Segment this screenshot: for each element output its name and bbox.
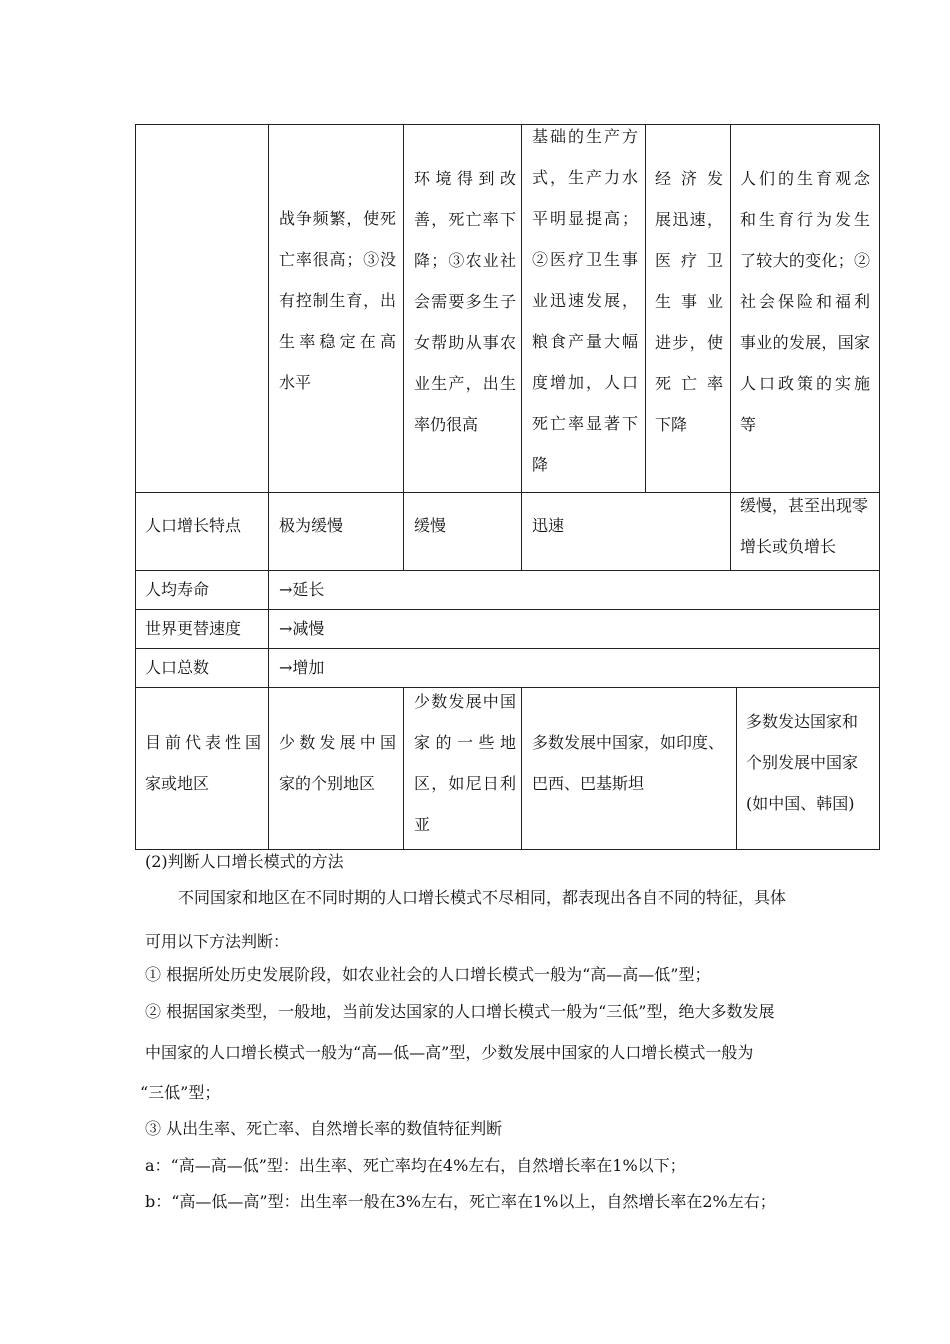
text-line: 平明显提高； [532,209,638,228]
text-line: 巴西、巴基斯坦 [532,774,645,793]
text-line: 生事业 [655,292,723,311]
text-line: (如中国、韩国) [746,794,855,813]
cause-cell-stage2 [414,158,516,445]
text-line: 善，死亡率下 [414,210,516,229]
method-2-line: “三低”型； [140,1083,221,1102]
text-line: 人口政策的实施 [740,374,870,393]
text-line: 区，如尼日利 [414,774,516,793]
total-label: 人口总数 [145,658,210,677]
text-line: 人们的生育观念 [740,169,870,188]
text-line: 环境得到改 [414,169,516,188]
life-label: 人均寿命 [145,580,210,599]
growth-stage3: 迅速 [532,516,565,535]
generation-value: →减慢 [279,619,325,638]
cause-cell-stage1 [279,198,396,403]
countries-stage2 [414,681,516,845]
growth-stage5 [740,485,868,567]
text-line: 少数发展中国 [279,733,396,752]
text-line: 社会保险和福利 [740,292,870,311]
cause-cell-stage4 [655,158,723,445]
text-line: 战争频繁，使死 [279,209,396,228]
text-line: 粮食产量大幅 [532,332,638,351]
text-line: 等 [740,415,757,434]
text-line: 多数发展中国家，如印度、 [532,733,725,752]
paragraph-line: 可用以下方法判断： [145,932,290,951]
text-line: 增长或负增长 [740,537,837,556]
text-line: 度增加，人口 [532,373,638,392]
method-1: ① 根据所处历史发展阶段，如农业社会的人口增长模式一般为“高—高—低”型； [145,965,711,984]
text-line: 女帮助从事农 [414,333,516,352]
text-line: 了较大的变化；② [740,251,870,270]
method-2-line: ② 根据国家类型，一般地，当前发达国家的人口增长模式一般为“三低”型，绝大多数发展 [145,1002,775,1021]
section-heading: (2)判断人口增长模式的方法 [145,852,344,871]
growth-label: 人口增长特点 [145,516,242,535]
countries-stage1 [279,722,396,804]
criterion-b: b：“高—低—高”型：出生率一般在3%左右，死亡率在1%以上，自然增长率在2%左右； [145,1192,776,1211]
text-line: 家的个别地区 [279,774,376,793]
text-line: 生率稳定在高 [279,332,396,351]
text-line: 死亡率 [655,374,723,393]
text-line: 下降 [655,415,688,434]
text-line: 目前代表性国 [145,733,261,752]
text-line: 降 [532,455,549,474]
text-line: 医疗卫 [655,251,723,270]
text-line: 死亡率显著下 [532,414,638,433]
method-2-line: 中国家的人口增长模式一般为“高—低—高”型，少数发展中国家的人口增长模式一般为 [145,1043,754,1062]
countries-stage5 [746,701,858,824]
text-line: 式，生产力水 [532,168,638,187]
text-line: 家或地区 [145,774,210,793]
text-line: 降；③农业社 [414,251,516,270]
text-line: 事业的发展，国家 [740,333,870,352]
text-line: 业生产，出生 [414,374,516,393]
growth-stage1: 极为缓慢 [279,516,344,535]
countries-label [145,722,261,804]
life-value: →延长 [279,580,325,599]
total-value: →增加 [279,658,325,677]
cause-cell-stage3 [532,116,638,485]
criterion-a: a：“高—高—低”型：出生率、死亡率均在4%左右，自然增长率在1%以下； [145,1156,686,1175]
text-line: 有控制生育，出 [279,291,396,310]
text-line: 展迅速， [655,210,723,229]
countries-stage3 [532,722,724,804]
text-line: 缓慢，甚至出现零 [740,496,869,515]
text-line: 和生育行为发生 [740,210,870,229]
text-line: 多数发达国家和 [746,712,859,731]
text-line: 家的一些地 [414,733,516,752]
text-line: 进步，使 [655,333,723,352]
text-line: 率仍很高 [414,415,479,434]
generation-label: 世界更替速度 [145,619,242,638]
text-line: 经济发 [655,169,723,188]
cause-cell-stage5 [740,158,870,445]
text-line: 少数发展中国 [414,692,516,711]
paragraph-line: 不同国家和地区在不同时期的人口增长模式不尽相同，都表现出各自不同的特征，具体 [178,888,787,907]
text-line: 业迅速发展， [532,291,638,310]
population-table [135,124,880,850]
text-line: 个别发展中国家 [746,753,859,772]
text-line: 会需要多生子 [414,292,516,311]
text-line: 亚 [414,815,431,834]
text-line: 水平 [279,373,312,392]
text-line: 亡率很高；③没 [279,250,396,269]
growth-stage2: 缓慢 [414,516,447,535]
text-line: 基础的生产方 [532,127,638,146]
method-3: ③ 从出生率、死亡率、自然增长率的数值特征判断 [145,1119,503,1138]
text-line: ②医疗卫生事 [532,250,638,269]
